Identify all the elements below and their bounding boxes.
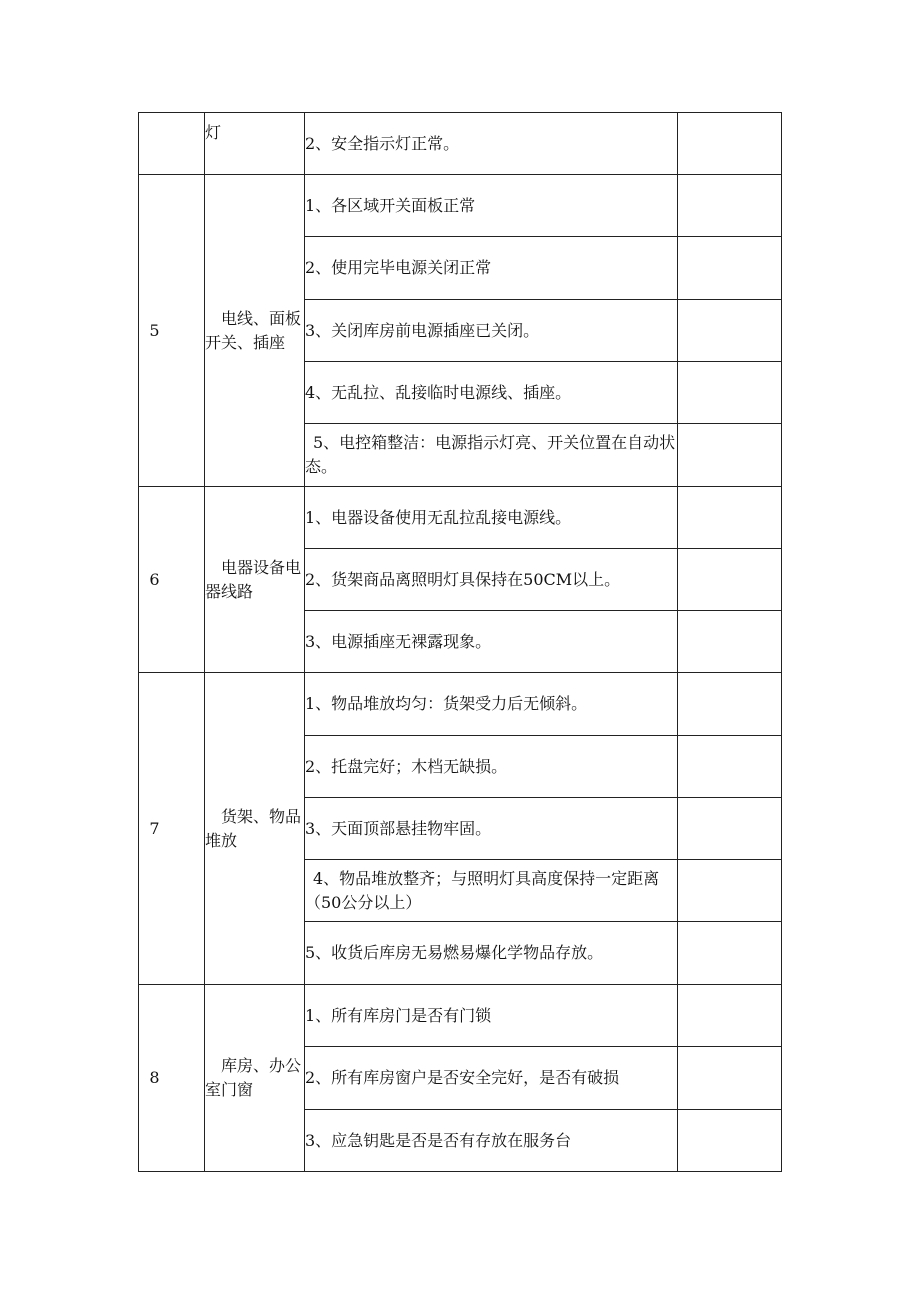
item-name: 电器设备电器线路 <box>205 487 305 673</box>
row-number: 6 <box>139 487 205 673</box>
check-item: 3、电源插座无裸露现象。 <box>305 611 678 673</box>
check-item: 4、物品堆放整齐；与照明灯具高度保持一定距离（50公分以上） <box>305 860 678 922</box>
check-item: 2、货架商品离照明灯具保持在50CM以上。 <box>305 549 678 611</box>
check-item: 5、收货后库房无易燃易爆化学物品存放。 <box>305 922 678 985</box>
table-row <box>139 113 782 175</box>
item-name: 灯 <box>205 113 305 175</box>
result-cell[interactable] <box>678 985 782 1047</box>
check-item: 3、关闭库房前电源插座已关闭。 <box>305 300 678 362</box>
row-number: 7 <box>139 673 205 985</box>
inspection-table <box>138 112 782 1172</box>
result-cell[interactable] <box>678 922 782 985</box>
check-item: 2、所有库房窗户是否安全完好，是否有破损 <box>305 1047 678 1110</box>
item-name: 库房、办公室门窗 <box>205 985 305 1172</box>
check-item: 3、天面顶部悬挂物牢固。 <box>305 798 678 860</box>
check-item: 1、所有库房门是否有门锁 <box>305 985 678 1047</box>
result-cell[interactable] <box>678 1047 782 1110</box>
result-cell[interactable] <box>678 673 782 736</box>
table-row <box>139 175 782 237</box>
result-cell[interactable] <box>678 237 782 300</box>
item-name: 货架、物品堆放 <box>205 673 305 985</box>
check-item: 1、各区域开关面板正常 <box>305 175 678 237</box>
table-row <box>139 487 782 549</box>
row-number <box>139 113 205 175</box>
result-cell[interactable] <box>678 424 782 487</box>
result-cell[interactable] <box>678 362 782 424</box>
result-cell[interactable] <box>678 736 782 798</box>
result-cell[interactable] <box>678 487 782 549</box>
result-cell[interactable] <box>678 1110 782 1172</box>
row-number: 5 <box>139 175 205 487</box>
result-cell[interactable] <box>678 175 782 237</box>
check-item: 1、电器设备使用无乱拉乱接电源线。 <box>305 487 678 549</box>
result-cell[interactable] <box>678 300 782 362</box>
table-row <box>139 985 782 1047</box>
row-number: 8 <box>139 985 205 1172</box>
result-cell[interactable] <box>678 798 782 860</box>
check-item: 5、电控箱整洁：电源指示灯亮、开关位置在自动状态。 <box>305 424 678 487</box>
table-row <box>139 673 782 736</box>
check-item: 2、托盘完好；木档无缺损。 <box>305 736 678 798</box>
result-cell[interactable] <box>678 113 782 175</box>
result-cell[interactable] <box>678 860 782 922</box>
check-item: 2、使用完毕电源关闭正常 <box>305 237 678 300</box>
result-cell[interactable] <box>678 611 782 673</box>
check-item: 1、物品堆放均匀：货架受力后无倾斜。 <box>305 673 678 736</box>
check-item: 4、无乱拉、乱接临时电源线、插座。 <box>305 362 678 424</box>
check-item: 3、应急钥匙是否是否有存放在服务台 <box>305 1110 678 1172</box>
item-name: 电线、面板开关、插座 <box>205 175 305 487</box>
result-cell[interactable] <box>678 549 782 611</box>
check-item: 2、安全指示灯正常。 <box>305 113 678 175</box>
